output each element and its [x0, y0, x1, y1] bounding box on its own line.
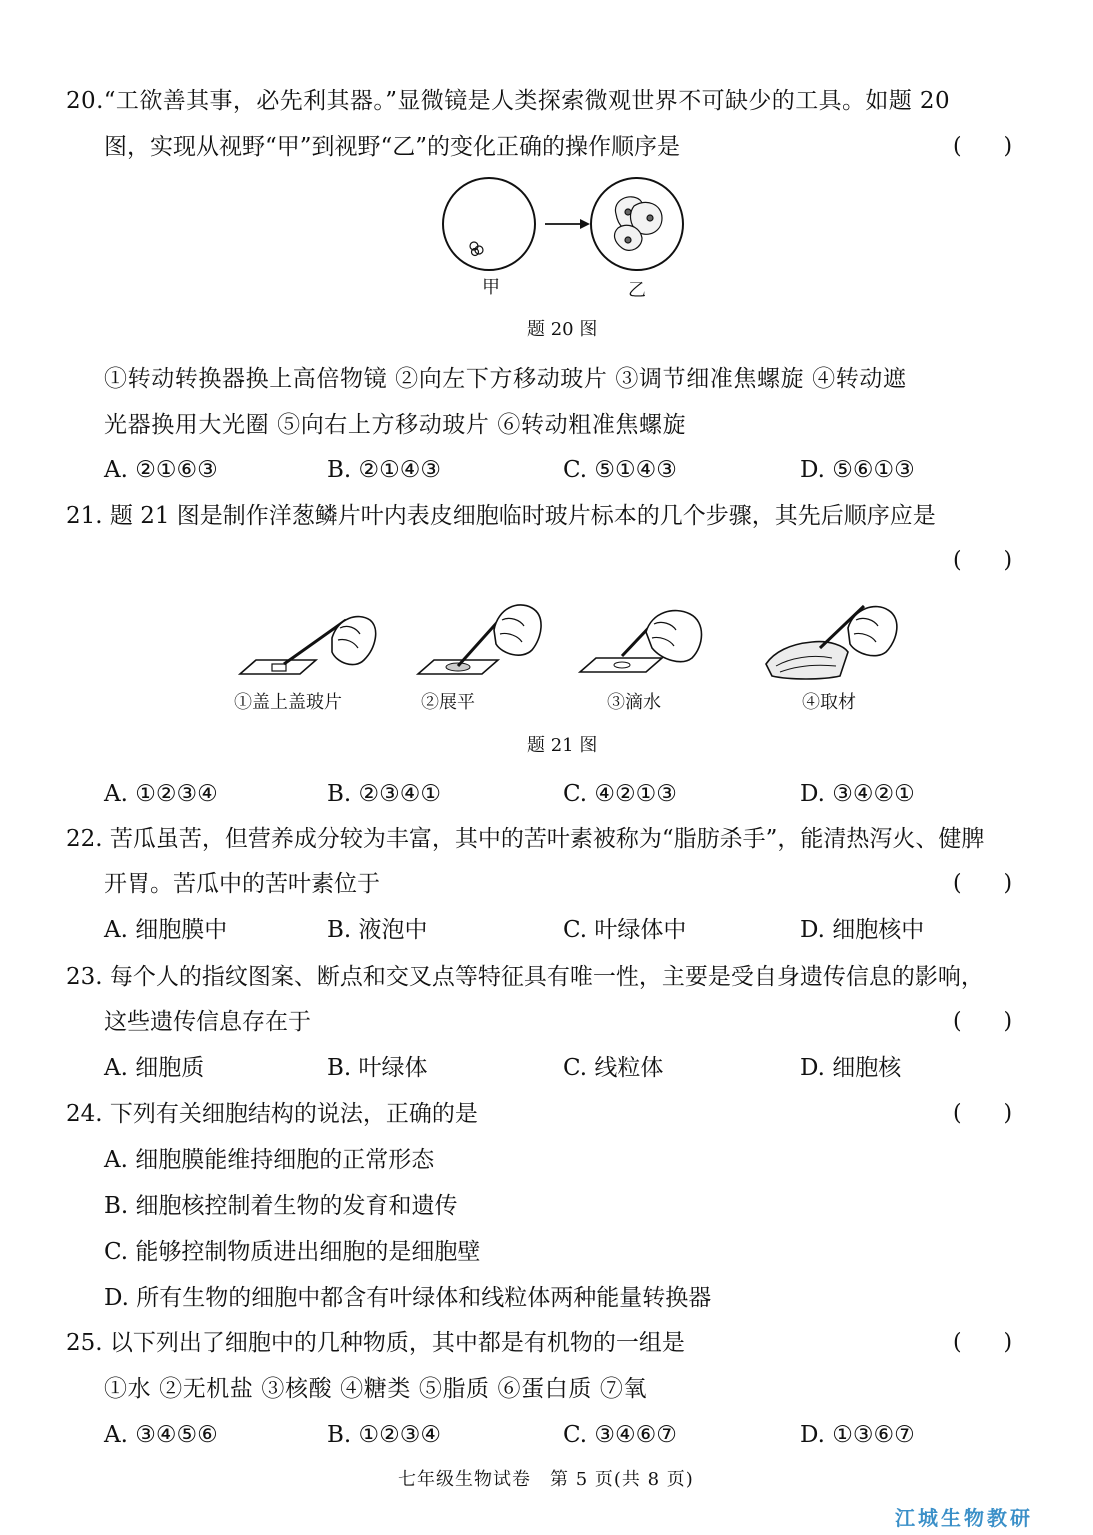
q25-option-d: D. ①③⑥⑦ — [800, 1422, 915, 1448]
q23-option-c: C. 线粒体 — [563, 1055, 664, 1081]
q25-items: ①水 ②无机盐 ③核酸 ④糖类 ⑤脂质 ⑥蛋白质 ⑦氧 — [104, 1376, 648, 1402]
field-label-a: 甲 — [482, 277, 500, 298]
q25-option-c: C. ③④⑥⑦ — [563, 1422, 677, 1448]
q22-stem-line1: 22. 苦瓜虽苦，但营养成分较为丰富，其中的苦叶素被称为“脂肪杀手”，能清热泻火、健脾 — [66, 826, 985, 852]
q20-figure-caption: 题 20 图 — [527, 319, 598, 340]
q22-stem-line2: 开胃。苦瓜中的苦叶素位于 — [104, 871, 380, 897]
q23-stem-line1: 23. 每个人的指纹图案、断点和交叉点等特征具有唯一性，主要是受自身遗传信息的影响， — [66, 964, 984, 990]
q25-stem-line1: 25. 以下列出了细胞中的几种物质，其中都是有机物的一组是 — [66, 1330, 685, 1356]
q21-option-c: C. ④②①③ — [563, 781, 677, 807]
q24-option-b: B. 细胞核控制着生物的发育和遗传 — [104, 1193, 458, 1219]
q20-option-b: B. ②①④③ — [327, 457, 442, 483]
q22-option-b: B. 液泡中 — [327, 917, 428, 943]
q20-steps-line1: ①转动转换器换上高倍物镜 ②向左下方移动玻片 ③调节细准焦螺旋 ④转动遮 — [104, 366, 907, 392]
q21-option-d: D. ③④②① — [800, 781, 915, 807]
q25-option-a: A. ③④⑤⑥ — [104, 1422, 218, 1448]
q22-option-c: C. 叶绿体中 — [563, 917, 687, 943]
magnified-cells-icon — [615, 197, 662, 251]
q23-option-b: B. 叶绿体 — [327, 1055, 428, 1081]
q20-answer-paren: ( ) — [953, 134, 1013, 159]
q25-option-b: B. ①②③④ — [327, 1422, 442, 1448]
q20-option-d: D. ⑤⑥①③ — [800, 457, 915, 483]
q21-step4-figure — [760, 596, 906, 686]
q24-option-a: A. 细胞膜能维持细胞的正常形态 — [104, 1147, 435, 1173]
q22-answer-paren: ( ) — [953, 871, 1013, 896]
q21-option-a: A. ①②③④ — [104, 781, 218, 807]
q20-steps-line2: 光器换用大光圈 ⑤向右上方移动玻片 ⑥转动粗准焦螺旋 — [104, 412, 687, 438]
q20-figure — [440, 178, 700, 308]
q23-stem-line2: 这些遗传信息存在于 — [104, 1009, 311, 1035]
q25-answer-paren: ( ) — [953, 1330, 1013, 1355]
q20-option-a: A. ②①⑥③ — [104, 457, 218, 483]
small-cells-icon — [470, 242, 483, 256]
field-label-b: 乙 — [628, 280, 646, 301]
q20-stem-line2: 图，实现从视野“甲”到视野“乙”的变化正确的操作顺序是 — [104, 134, 681, 160]
q24-stem-line1: 24. 下列有关细胞结构的说法，正确的是 — [66, 1101, 478, 1127]
q21-option-b: B. ②③④① — [327, 781, 442, 807]
q21-step2-figure — [414, 594, 560, 684]
q21-step1-figure — [236, 598, 382, 684]
arrow-icon — [545, 219, 590, 229]
q22-option-d: D. 细胞核中 — [800, 917, 925, 943]
q23-option-a: A. 细胞质 — [104, 1055, 205, 1081]
q21-step-label-4: ④取材 — [802, 692, 856, 713]
q23-answer-paren: ( ) — [953, 1009, 1013, 1034]
q24-option-d: D. 所有生物的细胞中都含有叶绿体和线粒体两种能量转换器 — [104, 1285, 712, 1311]
q21-step3-figure — [576, 600, 722, 686]
q20-stem-line1: 20.“工欲善其事，必先利其器。”显微镜是人类探索微观世界不可缺少的工具。如题 20 — [66, 88, 950, 114]
q20-option-c: C. ⑤①④③ — [563, 457, 677, 483]
q21-figure-caption: 题 21 图 — [527, 735, 598, 756]
q21-step-label-3: ③滴水 — [607, 692, 661, 713]
q21-step-label-1: ①盖上盖玻片 — [234, 692, 342, 713]
q23-option-d: D. 细胞核 — [800, 1055, 902, 1081]
watermark-brand: 江城生物教研 — [895, 1506, 1033, 1530]
page-footer: 七年级生物试卷 第 5 页(共 8 页) — [398, 1469, 694, 1490]
q21-step-label-2: ②展平 — [421, 692, 475, 713]
q24-answer-paren: ( ) — [953, 1101, 1013, 1126]
q24-option-c: C. 能够控制物质进出细胞的是细胞壁 — [104, 1239, 481, 1265]
q22-option-a: A. 细胞膜中 — [104, 917, 228, 943]
q21-stem-line1: 21. 题 21 图是制作洋葱鳞片叶内表皮细胞临时玻片标本的几个步骤，其先后顺序应是 — [66, 503, 936, 529]
q21-answer-paren: ( ) — [953, 548, 1013, 573]
field-of-view-a — [443, 178, 535, 270]
